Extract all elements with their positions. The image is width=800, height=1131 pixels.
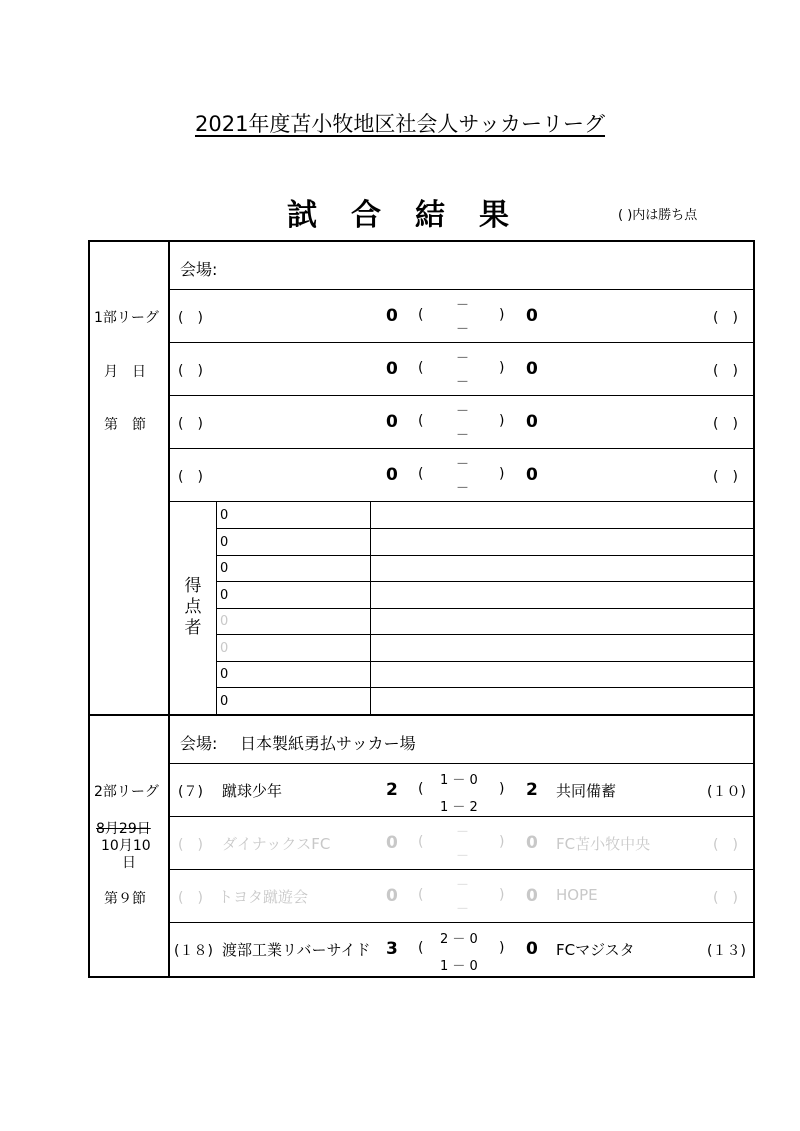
score-left: 0 bbox=[386, 412, 398, 432]
league1-date: 月 日 bbox=[104, 364, 146, 380]
score-left: 0 bbox=[386, 306, 398, 326]
score-left: 2 bbox=[386, 780, 398, 800]
scorer-row: 0 bbox=[220, 588, 229, 603]
team-left: トヨタ蹴遊会 bbox=[218, 888, 309, 906]
score-right: 0 bbox=[526, 359, 538, 379]
team-right: HOPE bbox=[556, 886, 598, 904]
score-right: 0 bbox=[526, 886, 538, 906]
score-left: 0 bbox=[386, 359, 398, 379]
league2-label: 2部リーグ bbox=[94, 784, 159, 800]
score-left: 3 bbox=[386, 939, 398, 959]
score-right: 0 bbox=[526, 939, 538, 959]
scorer-row: 0 bbox=[220, 667, 229, 682]
score-right: 0 bbox=[526, 833, 538, 853]
team-right: FCマジスタ bbox=[556, 941, 635, 959]
team-right: 共同備蓄 bbox=[556, 782, 617, 800]
page-title: 2021年度苫小牧地区社会人サッカーリーグ bbox=[194, 112, 606, 136]
score-left: 0 bbox=[386, 465, 398, 485]
league1-venue-label: 会場: bbox=[180, 260, 218, 279]
scorer-row: 0 bbox=[220, 641, 229, 656]
scorer-row: 0 bbox=[220, 694, 229, 709]
league2-venue-name: 日本製紙勇払サッカー場 bbox=[240, 734, 416, 753]
scorer-row: 0 bbox=[220, 535, 229, 550]
scorer-row: 0 bbox=[220, 614, 229, 629]
league2-round: 第９節 bbox=[104, 891, 146, 907]
team-left: ダイナックスFC bbox=[222, 835, 331, 853]
score-left: 0 bbox=[386, 886, 398, 906]
league2-date-line2: 日 bbox=[122, 855, 136, 871]
league2-date-line1: 10月10 bbox=[101, 838, 151, 854]
team-left: 渡部工業リバーサイド bbox=[222, 941, 371, 959]
score-left: 0 bbox=[386, 833, 398, 853]
league2-venue-label: 会場: bbox=[180, 734, 218, 753]
score-right: 0 bbox=[526, 306, 538, 326]
score-right: 2 bbox=[526, 780, 538, 800]
team-right: FC苫小牧中央 bbox=[556, 835, 651, 853]
points-note: ( )内は勝ち点 bbox=[618, 208, 698, 223]
scorer-row: 0 bbox=[220, 508, 229, 523]
league1-label: 1部リーグ bbox=[94, 310, 159, 326]
score-right: 0 bbox=[526, 465, 538, 485]
league1-round: 第 節 bbox=[104, 417, 146, 433]
scorer-row: 0 bbox=[220, 561, 229, 576]
score-right: 0 bbox=[526, 412, 538, 432]
scorers-label: 得点者 bbox=[184, 576, 202, 638]
team-left: 蹴球少年 bbox=[222, 782, 283, 800]
league2-old-date: 8月29日 bbox=[96, 821, 151, 837]
results-heading: 試合結果 bbox=[287, 198, 543, 233]
